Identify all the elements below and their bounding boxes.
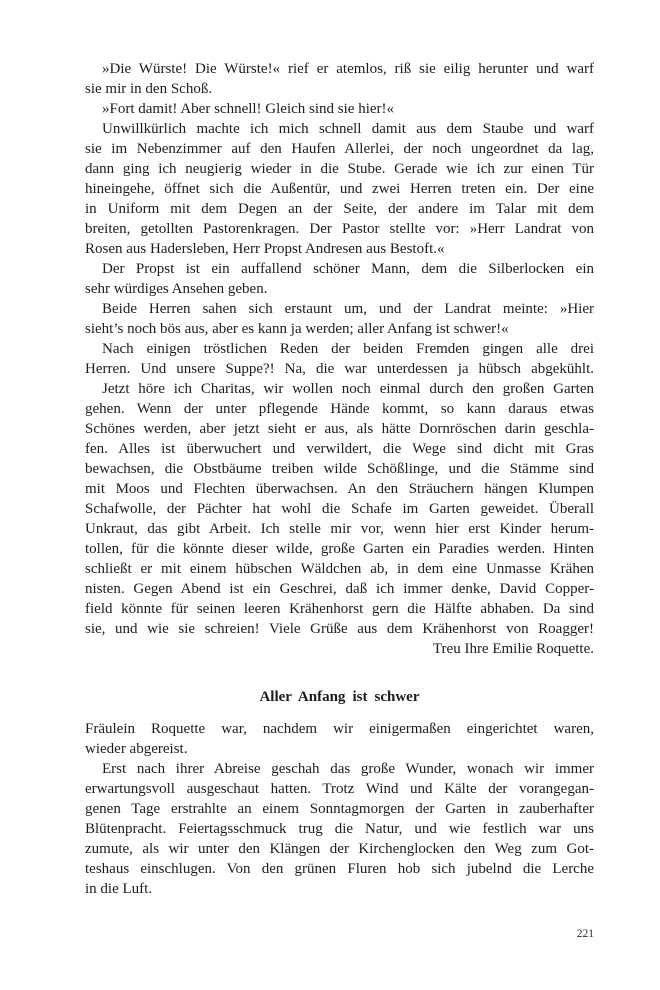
text-line: »Fort damit! Aber schnell! Gleich sind sie hier!« — [102, 101, 395, 117]
text-line: Der Propst ist ein auffallend schöner Mann, dem die Silberlocken ein — [102, 261, 594, 277]
letter-signature: Treu Ihre Emilie Roquette. — [432, 641, 594, 657]
text-line: Nach einigen tröstlichen Reden der beiden Fremden gingen alle drei — [102, 341, 594, 357]
text-line: nisten. Gegen Abend ist ein Geschrei, daß ich immer denke, David Copper- — [85, 581, 594, 597]
text-line: sie mir in den Schoß. — [85, 81, 213, 97]
text-line: field könnte für seinen leeren Krähenhorst gern die Hälfte abhaben. Da sind — [85, 601, 594, 617]
text-line: wieder abgereist. — [85, 741, 188, 757]
text-line: in die Luft. — [85, 881, 153, 897]
text-line: schließt er mit einem hübschen Wäldchen ab, in dem eine Unmasse Krähen — [85, 561, 594, 577]
text-line: genen Tage erstrahlte an einem Sonntagmorgen der Garten in zauberhafter — [85, 801, 594, 817]
text-line: »Die Würste! Die Würste!« rief er atemlos, riß sie eilig herunter und warf — [102, 61, 594, 77]
text-line: Schafwolle, der Pächter hat wohl die Schafe im Garten geweidet. Überall — [85, 501, 594, 517]
text-line: fen. Alles ist überwuchert und verwildert, die Wege sind dicht mit Gras — [85, 441, 594, 457]
paragraph — [85, 119, 594, 259]
paragraph — [85, 59, 594, 99]
text-line: sehr würdiges Ansehen geben. — [85, 281, 268, 297]
text-line: Rosen aus Hadersleben, Herr Propst Andresen aus Bestoft.« — [85, 241, 445, 257]
text-line: Fräulein Roquette war, nachdem wir einigermaßen eingerichtet waren, — [85, 721, 594, 737]
text-line: teshaus einschlugen. Von den grünen Fluren hob sich jubelnd die Lerche — [85, 861, 594, 877]
text-line: erwartungsvoll ausgeschaut hatten. Trotz Wind und Kälte der vorangegan- — [85, 781, 594, 797]
text-line: Unwillkürlich machte ich mich schnell damit aus dem Staube und warf — [102, 121, 594, 137]
page-number: 221 — [576, 928, 594, 940]
paragraph — [85, 719, 594, 759]
text-line: sie im Nebenzimmer auf den Haufen Allerlei, der noch ungeordnet da lag, — [85, 141, 594, 157]
text-line: gehen. Wenn der unter pflegende Hände kommt, so kann daraus etwas — [85, 401, 594, 417]
text-line: Herren. Und unsere Suppe?! Na, die war unterdessen ja hübsch abgekühlt. — [85, 361, 594, 377]
page-text — [85, 59, 594, 899]
text-line: Beide Herren sahen sich erstaunt um, und der Landrat meinte: »Hier — [102, 301, 594, 317]
text-line: dann ging ich neugierig wieder in die Stube. Gerade wie ich zur einen Tür — [85, 161, 594, 177]
text-line: sieht’s noch bös aus, aber es kann ja werden; aller Anfang ist schwer!« — [85, 321, 509, 337]
text-line: hineingehe, öffnet sich die Außentür, und zwei Herren treten ein. Der eine — [85, 181, 594, 197]
text-line: bewachsen, die Obstbäume treiben wilde Schößlinge, und die Stämme sind — [85, 461, 594, 477]
section-heading: Aller Anfang ist schwer — [259, 689, 420, 705]
text-line: Jetzt höre ich Charitas, wir wollen noch einmal durch den großen Garten — [102, 381, 594, 397]
text-line: sie, und wie sie schreien! Viele Grüße aus dem Krähenhorst von Roagger! — [85, 621, 594, 637]
text-line: zumute, als wir unter den Klängen der Kirchenglocken den Weg zum Got- — [85, 841, 594, 857]
paragraph — [85, 759, 594, 899]
paragraph — [85, 259, 594, 299]
text-line: in Uniform mit dem Degen an der Seite, der andere im Talar mit dem — [85, 201, 594, 217]
paragraph — [85, 379, 594, 639]
paragraph — [85, 339, 594, 379]
text-line: Unkraut, das gibt Arbeit. Ich stelle mir vor, wenn hier erst Kinder herum- — [85, 521, 594, 537]
paragraph — [85, 299, 594, 339]
text-line: Erst nach ihrer Abreise geschah das große Wunder, wonach wir immer — [102, 761, 594, 777]
text-line: tollen, für die könnte dieser wilde, große Garten ein Paradies werden. Hinten — [85, 541, 594, 557]
text-line: Blütenpracht. Feiertagsschmuck trug die Natur, und wie festlich war uns — [85, 821, 594, 837]
text-line: mit Moos und Flechten überwachsen. An den Sträuchern hängen Klumpen — [85, 481, 594, 497]
text-line: breiten, getollten Pastorenkragen. Der Pastor stellte vor: »Herr Landrat von — [85, 221, 594, 237]
paragraph — [85, 99, 594, 119]
text-line: Schönes werden, aber jetzt sieht er aus, als hätte Dornröschen darin geschla- — [85, 421, 594, 437]
